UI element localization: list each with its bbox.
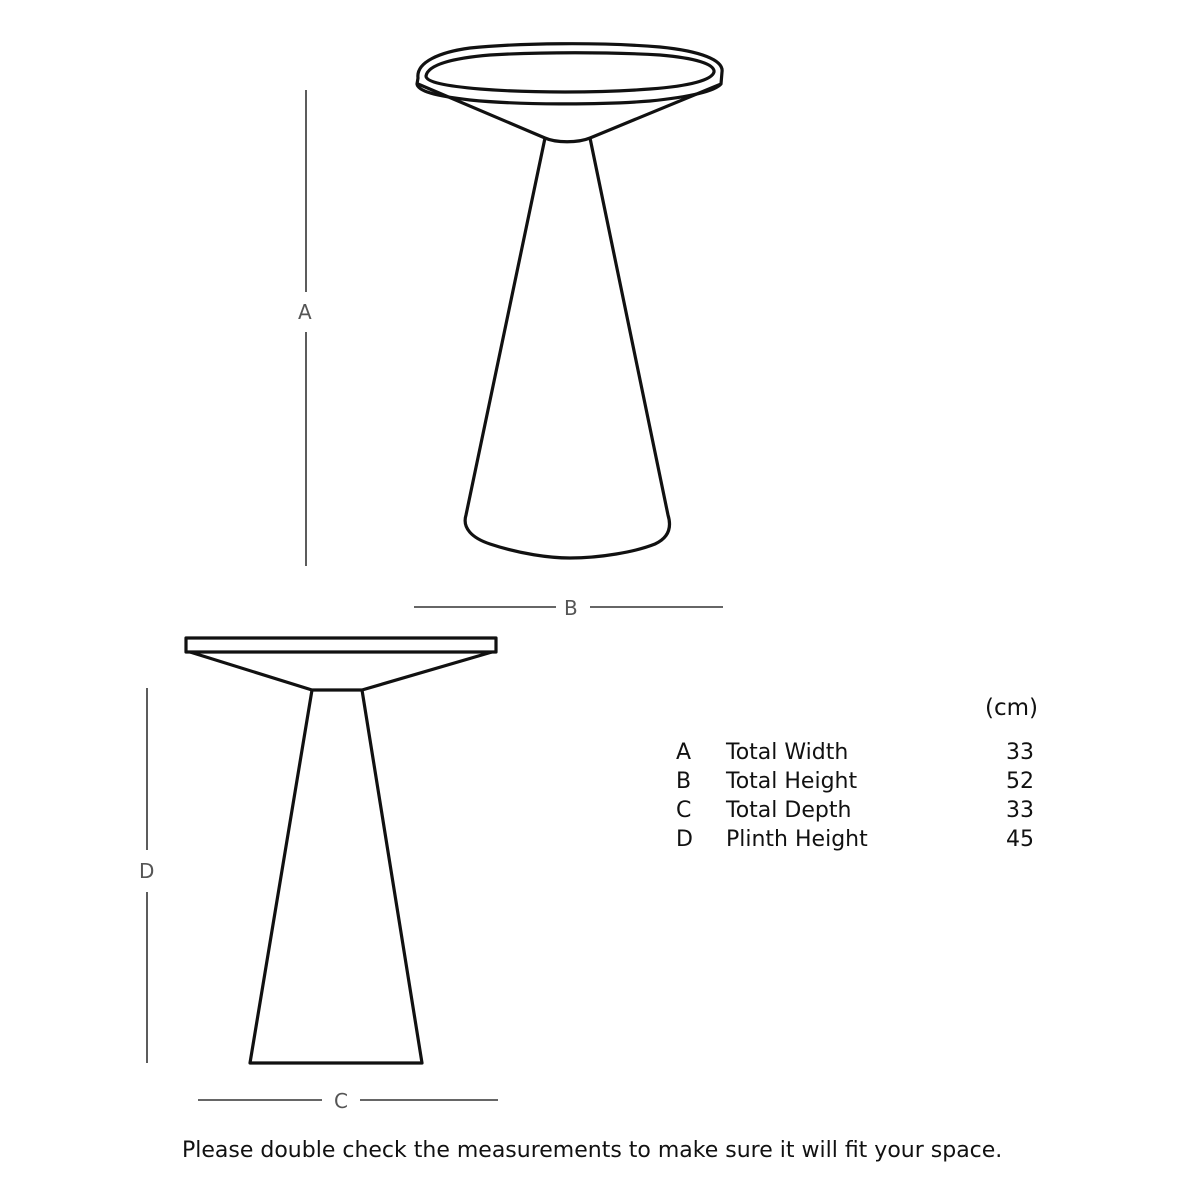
dimension-name: Total Width	[726, 740, 849, 765]
dimension-name: Total Height	[726, 769, 858, 794]
dimension-b-label: B	[564, 596, 578, 620]
dimension-row	[676, 767, 1034, 796]
side-pedestal	[250, 690, 422, 1063]
dimension-value: 45	[1006, 827, 1034, 852]
dimension-letter: D	[676, 827, 693, 852]
dimension-name: Total Depth	[726, 798, 852, 823]
dimension-value: 33	[1006, 740, 1034, 765]
dimension-row	[676, 825, 1034, 854]
cone-pedestal	[465, 138, 669, 558]
dimension-row	[676, 796, 1034, 825]
side-view-table	[186, 638, 496, 1063]
dimension-d-label: D	[139, 859, 155, 883]
dimension-letter: B	[676, 769, 692, 794]
dimension-name: Plinth Height	[726, 827, 868, 852]
dimension-a-label: A	[298, 300, 312, 324]
side-tabletop	[186, 638, 496, 652]
measurement-note: Please double check the measurements to make sure it will fit your space.	[182, 1138, 1003, 1163]
top-view-table	[417, 44, 722, 558]
side-apron	[190, 652, 492, 690]
dimension-c-label: C	[334, 1089, 348, 1113]
dimension-value: 33	[1006, 798, 1034, 823]
dimension-letter: C	[676, 798, 692, 823]
unit-label: (cm)	[985, 695, 1038, 721]
dimension-row	[676, 738, 1034, 767]
tabletop-inner-rim	[426, 53, 714, 92]
dimension-letter: A	[676, 740, 692, 765]
dimension-value: 52	[1006, 769, 1034, 794]
dimensions-table	[676, 738, 1034, 854]
